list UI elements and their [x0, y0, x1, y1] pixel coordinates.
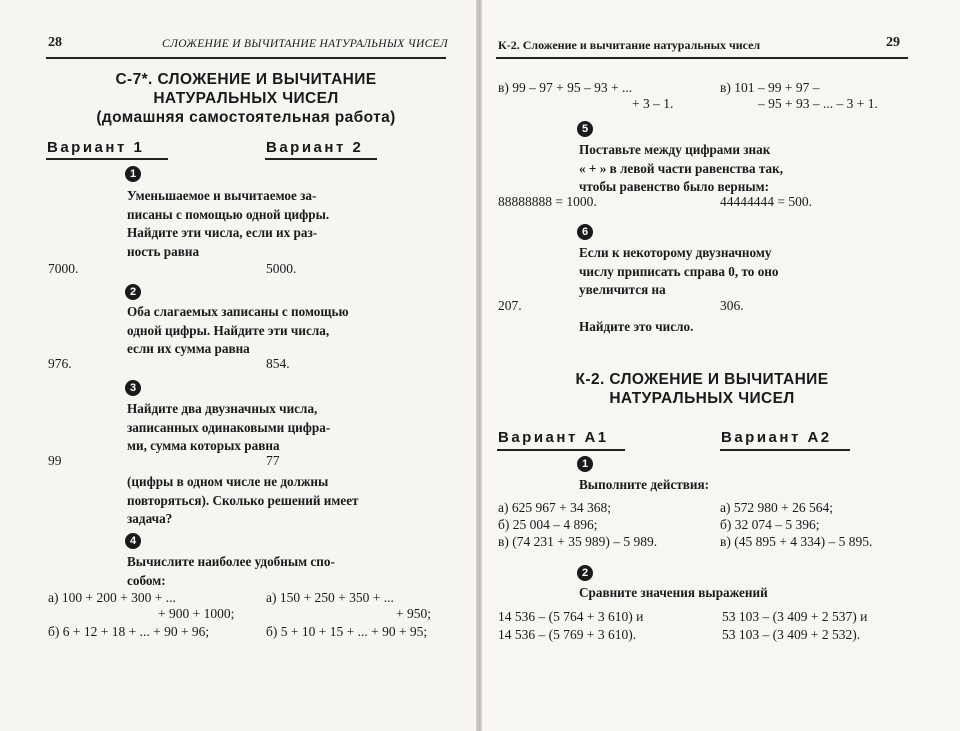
page-number-left: 28: [48, 35, 62, 50]
k2-task-2-number-badge: 2: [577, 565, 593, 581]
variant-a1-underline: [497, 449, 625, 451]
task-5-text: Поставьте между цифрами знак « + » в левой части равенства так, чтобы равенство было верным:: [579, 142, 784, 194]
task-6-variant-1-value: 207.: [498, 298, 522, 313]
k2-task-1-text: Выполните действия:: [579, 477, 710, 492]
task-4-variant-2-a-line1: а) 150 + 250 + 350 + ...: [266, 590, 394, 605]
k2-task-2-right-line1: 53 103 – (3 409 + 2 537) и: [722, 609, 868, 624]
left-page: [0, 0, 476, 731]
task-5-number-badge: 5: [577, 121, 593, 137]
task-4-variant-1-a-line1: а) 100 + 200 + 300 + ...: [48, 590, 176, 605]
k2-task-2-left-line1: 14 536 – (5 764 + 3 610) и: [498, 609, 644, 624]
task-5-variant-1-value: 88888888 = 1000.: [498, 194, 597, 209]
k2-task-1-a2-c: в) (45 895 + 4 334) – 5 895.: [720, 534, 873, 549]
k2-task-1-a2-a: а) 572 980 + 26 564;: [720, 500, 833, 515]
variant-2-underline: [265, 158, 377, 160]
k2-title-line1: К-2. СЛОЖЕНИЕ И ВЫЧИТАНИЕ: [575, 371, 829, 388]
task-4-number-badge: 4: [125, 533, 141, 549]
section-title-line2: НАТУРАЛЬНЫХ ЧИСЕЛ: [153, 90, 339, 107]
variant-1-underline: [46, 158, 168, 160]
k2-task-1-number-badge: 1: [577, 456, 593, 472]
task-3-number-badge: 3: [125, 380, 141, 396]
header-rule-right: [496, 57, 908, 59]
k2-title-line2: НАТУРАЛЬНЫХ ЧИСЕЛ: [609, 390, 795, 407]
variant-a2-underline: [720, 449, 850, 451]
task-6-text: Если к некоторому двузначному числу приписать справа 0, то оно увеличится на: [579, 245, 779, 297]
page-number-right: 29: [886, 35, 900, 50]
k2-task-1-a1-a: а) 625 967 + 34 368;: [498, 500, 611, 515]
variant-1-heading: Вариант 1: [47, 139, 145, 156]
task-4-variant-2-c-line2: – 95 + 93 – ... – 3 + 1.: [758, 96, 878, 111]
k2-task-2-left-line2: 14 536 – (5 769 + 3 610).: [498, 627, 637, 642]
task-2-variant-2-value: 854.: [266, 356, 290, 371]
running-title-right: К-2. Сложение и вычитание натуральных чисел: [498, 38, 761, 52]
task-1-text: Уменьшаемое и вычитаемое за- писаны с помощью одной цифры. Найдите эти числа, если их раз- ность равна: [127, 188, 330, 259]
task-4-variant-2-a-line2: + 950;: [396, 606, 431, 621]
task-4-variant-1-c-line1: в) 99 – 97 + 95 – 93 + ...: [498, 80, 633, 95]
section-subtitle: (домашняя самостоятельная работа): [96, 109, 396, 126]
task-3-variant-2-value: 77: [266, 453, 280, 468]
task-4-variant-2-b: б) 5 + 10 + 15 + ... + 90 + 95;: [266, 624, 428, 639]
right-page: [482, 0, 960, 731]
header-rule-left: [46, 57, 446, 59]
task-2-text: Оба слагаемых записаны с помощью одной цифры. Найдите эти числа, если их сумма равна: [127, 304, 349, 356]
task-5-variant-2-value: 44444444 = 500.: [720, 194, 812, 209]
task-4-variant-1-b: б) 6 + 12 + 18 + ... + 90 + 96;: [48, 624, 210, 639]
task-3-text: Найдите два двузначных числа, записанных одинаковыми цифра- ми, сумма которых равна: [127, 401, 331, 453]
task-1-variant-2-value: 5000.: [266, 261, 297, 276]
task-6-variant-2-value: 306.: [720, 298, 744, 313]
task-6-number-badge: 6: [577, 224, 593, 240]
running-title-left: СЛОЖЕНИЕ И ВЫЧИТАНИЕ НАТУРАЛЬНЫХ ЧИСЕЛ: [162, 38, 448, 50]
task-2-number-badge: 2: [125, 284, 141, 300]
k2-task-2-right-line2: 53 103 – (3 409 + 2 532).: [722, 627, 861, 642]
task-3-note: (цифры в одном числе не должны повторяться). Сколько решений имеет задача?: [127, 474, 359, 526]
task-1-variant-1-value: 7000.: [48, 261, 79, 276]
task-4-variant-2-c-line1: в) 101 – 99 + 97 –: [720, 80, 820, 95]
k2-task-2-text: Сравните значения выражений: [579, 585, 768, 600]
k2-task-1-a1-c: в) (74 231 + 35 989) – 5 989.: [498, 534, 658, 549]
k2-task-1-a1-b: б) 25 004 – 4 896;: [498, 517, 598, 532]
section-title-line1: С-7*. СЛОЖЕНИЕ И ВЫЧИТАНИЕ: [115, 71, 377, 88]
variant-2-heading: Вариант 2: [266, 139, 364, 156]
task-4-variant-1-c-line2: + 3 – 1.: [632, 96, 674, 111]
task-1-number-badge: 1: [125, 166, 141, 182]
task-2-variant-1-value: 976.: [48, 356, 72, 371]
k2-task-1-a2-b: б) 32 074 – 5 396;: [720, 517, 820, 532]
variant-a2-heading: Вариант А2: [721, 429, 832, 446]
task-4-text: Вычислите наиболее удобным спо- собом:: [127, 554, 335, 588]
variant-a1-heading: Вариант А1: [498, 429, 609, 446]
task-3-variant-1-value: 99: [48, 453, 62, 468]
task-4-variant-1-a-line2: + 900 + 1000;: [158, 606, 235, 621]
task-6-question: Найдите это число.: [579, 319, 694, 334]
